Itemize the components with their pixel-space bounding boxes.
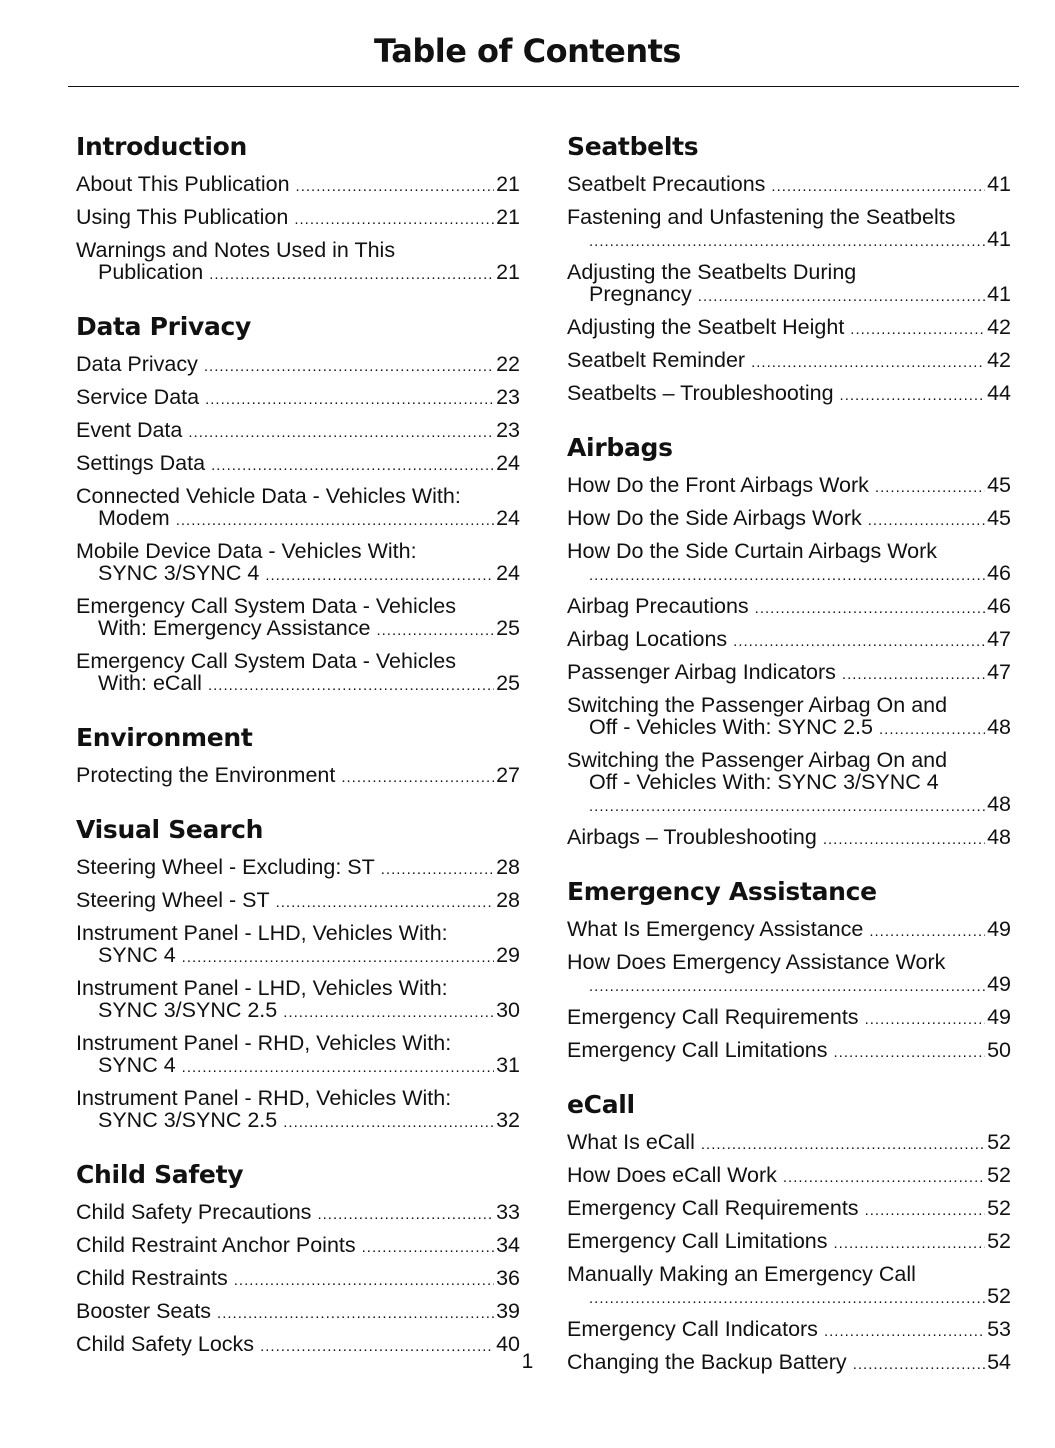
toc-entry-page: 42: [987, 315, 1011, 339]
toc-leader-dots: [211, 455, 494, 477]
toc-leader-dots: [317, 1204, 494, 1226]
toc-entry-page: 46: [987, 561, 1011, 585]
section-heading: Child Safety: [76, 1160, 244, 1189]
toc-entry-link[interactable]: [567, 749, 1011, 818]
toc-entry-line: [76, 261, 520, 286]
toc-leader-dots: [205, 389, 494, 411]
toc-entry-title: Off - Vehicles With: SYNC 2.5: [589, 715, 873, 739]
toc-entry-link[interactable]: [567, 694, 1011, 741]
section-heading: eCall: [567, 1090, 635, 1119]
toc-entry-page: 49: [987, 917, 1011, 941]
toc-entry-title: Adjusting the Seatbelt Height: [567, 315, 845, 339]
toc-leader-dots: [834, 1233, 986, 1255]
toc-entry-page: 23: [496, 418, 520, 442]
toc-entry-page: 44: [987, 381, 1011, 405]
toc-entry-page: 24: [496, 506, 520, 530]
toc-entry-page: 27: [496, 763, 520, 787]
toc-entry-title: Instrument Panel - RHD, Vehicles With:: [76, 1086, 452, 1110]
toc-entry-title: Warnings and Notes Used in This: [76, 238, 396, 262]
toc-leader-dots: [771, 176, 985, 198]
toc-entry-link[interactable]: [567, 661, 1011, 686]
toc-entry-line: [76, 944, 520, 969]
toc-entry-title: Airbags – Troubleshooting: [567, 825, 817, 849]
toc-section-seatbelts: [567, 130, 1011, 407]
toc-leader-dots: [869, 921, 985, 943]
toc-entry-line: [567, 1285, 1011, 1310]
toc-entry-title: Instrument Panel - RHD, Vehicles With:: [76, 1031, 452, 1055]
toc-section-data-privacy: [76, 310, 520, 697]
page-title: Table of Contents: [374, 32, 681, 70]
toc-entry-title: Steering Wheel - ST: [76, 888, 270, 912]
toc-entry-line: [567, 1039, 1011, 1064]
toc-entry-page: 45: [987, 506, 1011, 530]
toc-entry-line: [76, 206, 520, 231]
toc-leader-dots: [868, 510, 985, 532]
toc-section-airbags: [567, 431, 1011, 851]
toc-entry-title: Passenger Airbag Indicators: [567, 660, 836, 684]
toc-entry-page: 40: [496, 1332, 520, 1356]
toc-entry-page: 48: [987, 715, 1011, 739]
toc-entry-line: [76, 419, 520, 444]
toc-leader-dots: [834, 1042, 986, 1064]
toc-entry-link[interactable]: [76, 206, 520, 231]
toc-entry-link[interactable]: [567, 595, 1011, 620]
toc-entry-line: [76, 173, 520, 198]
toc-entry-page: 47: [987, 627, 1011, 651]
toc-entry-link[interactable]: [76, 540, 520, 587]
toc-entry-page: 31: [496, 1053, 520, 1077]
toc-entry-line: [76, 562, 520, 587]
toc-entry-title: What Is Emergency Assistance: [567, 917, 864, 941]
toc-leader-dots: [283, 1112, 494, 1134]
toc-entry-page: 25: [496, 671, 520, 695]
toc-entry-line: [76, 452, 520, 477]
toc-section-child-safety: [76, 1158, 520, 1358]
toc-entry-line: [567, 1197, 1011, 1222]
section-heading: Data Privacy: [76, 312, 252, 341]
toc-entry-link[interactable]: [567, 1318, 1011, 1343]
toc-entry-title: Adjusting the Seatbelts During: [567, 260, 857, 284]
toc-entry-title: What Is eCall: [567, 1130, 695, 1154]
toc-entry-link[interactable]: [76, 386, 520, 411]
toc-entry-title: Instrument Panel - LHD, Vehicles With:: [76, 976, 448, 1000]
toc-entry-title: Protecting the Environment: [76, 763, 336, 787]
toc-entry-title: Mobile Device Data - Vehicles With:: [76, 539, 417, 563]
toc-entry-title-cont: Off - Vehicles With: SYNC 3/SYNC 4: [589, 770, 939, 794]
toc-leader-dots: [217, 1303, 494, 1325]
toc-entry-link[interactable]: [76, 419, 520, 444]
toc-entry-title: Switching the Passenger Airbag On and: [567, 748, 948, 772]
toc-entry-title: About This Publication: [76, 172, 290, 196]
toc-entry-link[interactable]: [567, 540, 1011, 587]
toc-entry-line: [76, 1054, 520, 1079]
toc-leader-dots: [265, 565, 494, 587]
toc-entry-title: Emergency Call Indicators: [567, 1317, 818, 1341]
toc-leader-dots: [589, 231, 985, 253]
toc-entry-title: Modem: [98, 506, 170, 530]
title-divider: [68, 86, 1019, 87]
toc-entry-line: [567, 1230, 1011, 1255]
toc-entry-link[interactable]: [567, 382, 1011, 407]
toc-leader-dots: [751, 352, 985, 374]
toc-entry-title: How Do the Side Airbags Work: [567, 506, 862, 530]
page-number: 1: [521, 1350, 534, 1373]
toc-section-environment: [76, 721, 520, 789]
toc-entry-link[interactable]: [567, 628, 1011, 653]
toc-entry-page: 52: [987, 1284, 1011, 1308]
toc-entry-page: 47: [987, 660, 1011, 684]
toc-entry-title: Using This Publication: [76, 205, 289, 229]
toc-entry-title: Airbag Precautions: [567, 594, 749, 618]
toc-entry-page: 54: [987, 1350, 1011, 1374]
toc-entry-link[interactable]: [567, 1131, 1011, 1156]
toc-column-right: [567, 130, 1011, 1400]
toc-entry-page: 48: [987, 825, 1011, 849]
section-heading: Visual Search: [76, 815, 264, 844]
toc-entry-line: [76, 1109, 520, 1134]
toc-entry-title: Seatbelt Reminder: [567, 348, 746, 372]
toc-leader-dots: [589, 1288, 985, 1310]
section-heading: Seatbelts: [567, 132, 699, 161]
toc-entry-title: Instrument Panel - LHD, Vehicles With:: [76, 921, 448, 945]
toc-entry-line: [567, 918, 1011, 943]
toc-entry-line: [567, 826, 1011, 851]
toc-entry-link[interactable]: [76, 239, 520, 286]
toc-entry-link[interactable]: [567, 1039, 1011, 1064]
toc-leader-dots: [783, 1167, 985, 1189]
toc-entry-page: 30: [496, 998, 520, 1022]
toc-entry-page: 49: [987, 972, 1011, 996]
toc-entry-title: SYNC 4: [98, 943, 176, 967]
toc-entry-title: Emergency Call System Data - Vehicles: [76, 649, 456, 673]
toc-entry-link[interactable]: [76, 353, 520, 378]
toc-entry-line: [567, 1164, 1011, 1189]
toc-leader-dots: [208, 675, 494, 697]
toc-leader-dots: [865, 1009, 986, 1031]
toc-entry-link[interactable]: [567, 1230, 1011, 1255]
toc-leader-dots: [381, 859, 494, 881]
toc-entry-line: [567, 1318, 1011, 1343]
toc-entry-page: 52: [987, 1229, 1011, 1253]
toc-entry-page: 46: [987, 594, 1011, 618]
toc-entry-link[interactable]: [567, 1164, 1011, 1189]
toc-entry-page: 41: [987, 227, 1011, 251]
toc-entry-title: Booster Seats: [76, 1299, 212, 1323]
toc-entry-link[interactable]: [567, 1006, 1011, 1031]
toc-entry-line: [567, 716, 1011, 741]
toc-entry-line: [76, 672, 520, 697]
toc-leader-dots: [283, 1002, 494, 1024]
toc-entry-title: How Does eCall Work: [567, 1163, 777, 1187]
toc-entry-title: SYNC 4: [98, 1053, 176, 1077]
toc-entry-title: Emergency Call Limitations: [567, 1038, 828, 1062]
toc-leader-dots: [234, 1270, 494, 1292]
toc-entry-link[interactable]: [76, 977, 520, 1024]
toc-leader-dots: [842, 664, 985, 686]
toc-entry-title: Seatbelts – Troubleshooting: [567, 381, 834, 405]
toc-leader-dots: [840, 385, 986, 407]
toc-leader-dots: [733, 631, 985, 653]
toc-entry-title: Child Restraint Anchor Points: [76, 1233, 356, 1257]
toc-entry-line: [76, 999, 520, 1024]
toc-entry-title: Manually Making an Emergency Call: [567, 1262, 916, 1286]
toc-entry-link[interactable]: [76, 1201, 520, 1226]
toc-section-visual-search: [76, 813, 520, 1134]
toc-entry-page: 49: [987, 1005, 1011, 1029]
section-heading: Environment: [76, 723, 253, 752]
toc-entry-page: 24: [496, 451, 520, 475]
toc-entry-line: [76, 1201, 520, 1226]
toc-leader-dots: [176, 510, 494, 532]
toc-entry-page: 21: [496, 172, 520, 196]
toc-entry-page: 36: [496, 1266, 520, 1290]
toc-entry-link[interactable]: [567, 951, 1011, 998]
toc-entry-line: [76, 1267, 520, 1292]
toc-entry-link[interactable]: [76, 595, 520, 642]
toc-entry-title: Child Safety Precautions: [76, 1200, 312, 1224]
toc-entry-page: 28: [496, 855, 520, 879]
toc-entry-link[interactable]: [567, 349, 1011, 374]
toc-leader-dots: [875, 477, 985, 499]
toc-entry-page: 32: [496, 1108, 520, 1132]
toc-entry-link[interactable]: [76, 1032, 520, 1079]
toc-entry-page: 28: [496, 888, 520, 912]
toc-leader-dots: [209, 264, 494, 286]
toc-column-left: [76, 130, 520, 1382]
toc-leader-dots: [376, 620, 494, 642]
toc-entry-title: Pregnancy: [589, 282, 692, 306]
toc-entry-title: How Do the Front Airbags Work: [567, 473, 869, 497]
toc-entry-page: 42: [987, 348, 1011, 372]
toc-entry-line: [567, 173, 1011, 198]
toc-entry-page: 25: [496, 616, 520, 640]
toc-leader-dots: [188, 422, 494, 444]
toc-entry-line: [76, 617, 520, 642]
toc-entry-title: Emergency Call Requirements: [567, 1005, 859, 1029]
toc-leader-dots: [698, 286, 985, 308]
toc-entry-line: [567, 595, 1011, 620]
toc-entry-link[interactable]: [76, 856, 520, 881]
toc-entry-line: [567, 382, 1011, 407]
toc-entry-line: [76, 856, 520, 881]
toc-entry-link[interactable]: [567, 826, 1011, 851]
toc-entry-link[interactable]: [76, 1234, 520, 1259]
toc-entry-title: Switching the Passenger Airbag On and: [567, 693, 948, 717]
toc-entry-link[interactable]: [567, 1263, 1011, 1310]
toc-entry-line: [567, 1131, 1011, 1156]
toc-entry-link[interactable]: [567, 918, 1011, 943]
toc-entry-link[interactable]: [76, 1087, 520, 1134]
toc-leader-dots: [341, 767, 494, 789]
toc-entry-page: 53: [987, 1317, 1011, 1341]
toc-leader-dots: [204, 356, 494, 378]
toc-entry-page: 24: [496, 561, 520, 585]
toc-entry-link[interactable]: [567, 206, 1011, 253]
toc-entry-page: 52: [987, 1130, 1011, 1154]
toc-entry-line: [567, 283, 1011, 308]
toc-entry-title: Changing the Backup Battery: [567, 1350, 847, 1374]
toc-entry-title: Publication: [98, 260, 204, 284]
toc-entry-page: 48: [987, 792, 1011, 816]
toc-entry-title: Fastening and Unfastening the Seatbelts: [567, 205, 956, 229]
toc-entry-title: Airbag Locations: [567, 627, 728, 651]
toc-entry-title: Child Restraints: [76, 1266, 228, 1290]
toc-entry-line: [76, 1234, 520, 1259]
section-heading: Emergency Assistance: [567, 877, 877, 906]
toc-entry-title: SYNC 3/SYNC 2.5: [98, 1108, 278, 1132]
toc-entry-line: [76, 507, 520, 532]
toc-entry-page: 23: [496, 385, 520, 409]
toc-leader-dots: [362, 1237, 494, 1259]
toc-entry-link[interactable]: [76, 764, 520, 789]
toc-entry-title: Seatbelt Precautions: [567, 172, 766, 196]
toc-leader-dots: [276, 892, 495, 914]
toc-leader-dots: [182, 947, 494, 969]
toc-leader-dots: [589, 796, 985, 818]
toc-entry-page: 41: [987, 282, 1011, 306]
section-heading: Introduction: [76, 132, 247, 161]
toc-entry-page: 22: [496, 352, 520, 376]
toc-entry-line: [567, 628, 1011, 653]
toc-entry-line: [567, 661, 1011, 686]
section-heading: Airbags: [567, 433, 673, 462]
toc-entry-link[interactable]: [76, 1300, 520, 1325]
toc-entry-line: [567, 316, 1011, 341]
toc-entry-page: 52: [987, 1196, 1011, 1220]
toc-entry-line: [76, 353, 520, 378]
toc-entry-line: [567, 228, 1011, 253]
toc-leader-dots: [850, 319, 985, 341]
toc-section-ecall: [567, 1088, 1011, 1376]
toc-leader-dots: [823, 829, 985, 851]
toc-entry-page: 34: [496, 1233, 520, 1257]
toc-leader-dots: [182, 1057, 494, 1079]
toc-entry-line: [76, 1300, 520, 1325]
toc-entry-title: Emergency Call System Data - Vehicles: [76, 594, 456, 618]
toc-entry-line: [76, 764, 520, 789]
toc-entry-page: 45: [987, 473, 1011, 497]
toc-leader-dots: [589, 976, 985, 998]
toc-entry-title: Emergency Call Requirements: [567, 1196, 859, 1220]
toc-entry-link[interactable]: [567, 474, 1011, 499]
toc-leader-dots: [701, 1134, 985, 1156]
toc-entry-line: [567, 507, 1011, 532]
toc-leader-dots: [865, 1200, 986, 1222]
toc-entry-link[interactable]: [567, 261, 1011, 308]
toc-entry-link[interactable]: [76, 485, 520, 532]
toc-section-introduction: [76, 130, 520, 286]
toc-entry-page: 21: [496, 260, 520, 284]
toc-entry-line: [567, 474, 1011, 499]
toc-section-emergency-assistance: [567, 875, 1011, 1064]
toc-entry-page: 52: [987, 1163, 1011, 1187]
toc-entry-link[interactable]: [76, 173, 520, 198]
toc-entry-title: With: Emergency Assistance: [98, 616, 371, 640]
toc-entry-title: SYNC 3/SYNC 2.5: [98, 998, 278, 1022]
toc-entry-line: [567, 1006, 1011, 1031]
toc-entry-page: 39: [496, 1299, 520, 1323]
toc-leader-dots: [589, 565, 985, 587]
toc-entry-title: Child Safety Locks: [76, 1332, 255, 1356]
toc-entry-title: How Does Emergency Assistance Work: [567, 950, 946, 974]
toc-entry-title: Settings Data: [76, 451, 206, 475]
toc-entry-link[interactable]: [567, 1197, 1011, 1222]
toc-entry-page: 29: [496, 943, 520, 967]
toc-entry-title: Service Data: [76, 385, 200, 409]
toc-entry-title: Event Data: [76, 418, 183, 442]
toc-entry-title: With: eCall: [98, 671, 202, 695]
toc-entry-title: SYNC 3/SYNC 4: [98, 561, 260, 585]
toc-entry-link[interactable]: [567, 173, 1011, 198]
toc-entry-title: Emergency Call Limitations: [567, 1229, 828, 1253]
toc-entry-link[interactable]: [567, 316, 1011, 341]
toc-entry-link[interactable]: [76, 650, 520, 697]
toc-entry-link[interactable]: [567, 507, 1011, 532]
toc-entry-link[interactable]: [76, 922, 520, 969]
toc-entry-page: 33: [496, 1200, 520, 1224]
toc-entry-line: [567, 973, 1011, 998]
toc-entry-title: Connected Vehicle Data - Vehicles With:: [76, 484, 461, 508]
toc-entry-line: [567, 793, 1011, 818]
toc-entry-title: Steering Wheel - Excluding: ST: [76, 855, 375, 879]
toc-entry-link[interactable]: [76, 1267, 520, 1292]
toc-leader-dots: [824, 1321, 985, 1343]
toc-leader-dots: [296, 176, 495, 198]
toc-leader-dots: [879, 719, 985, 741]
toc-entry-link[interactable]: [76, 452, 520, 477]
toc-leader-dots: [294, 209, 494, 231]
toc-entry-line: [567, 562, 1011, 587]
toc-entry-link[interactable]: [76, 889, 520, 914]
toc-entry-title: Data Privacy: [76, 352, 198, 376]
toc-leader-dots: [755, 598, 985, 620]
toc-entry-title: How Do the Side Curtain Airbags Work: [567, 539, 938, 563]
toc-entry-line: [76, 386, 520, 411]
toc-entry-line: [76, 889, 520, 914]
toc-entry-page: 21: [496, 205, 520, 229]
toc-entry-page: 41: [987, 172, 1011, 196]
toc-entry-line: [567, 349, 1011, 374]
toc-entry-page: 50: [987, 1038, 1011, 1062]
